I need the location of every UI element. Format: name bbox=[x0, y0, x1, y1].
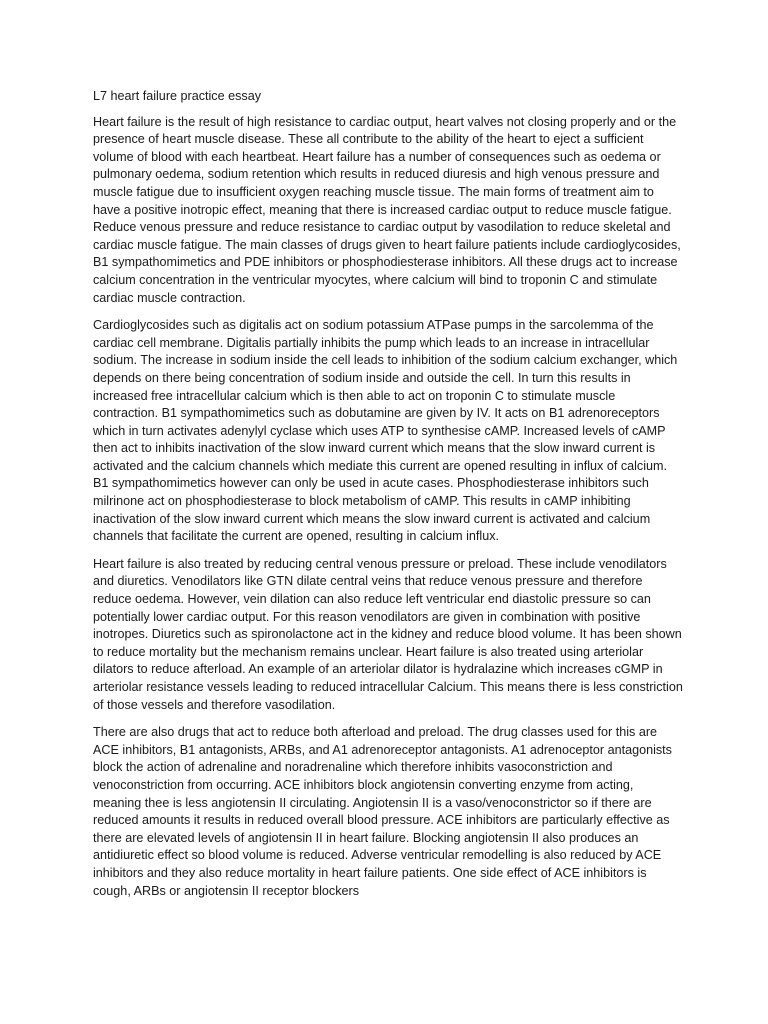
paragraph-2: Cardioglycosides such as digitalis act on sodium potassium ATPase pumps in the sarcolemma of the cardiac cell membrane. Digitalis partially inhibits the pump which leads to an increase in intracellular sodium. The increase in sodium inside the cell leads to inhibition of the sodium calcium exchanger, which depends on there being concentration of sodium inside and outside the cell. In turn this results in increased free intracellular calcium which is then able to act on troponin C to stimulate muscle contraction. B1 sympathomimetics such as dobutamine are given by IV. It acts on B1 adrenoreceptors which in turn activates adenylyl cyclase which uses ATP to synthesise cAMP. Increased levels of cAMP then act to inhibits inactivation of the slow inward current which means that the slow inward current is activated and the calcium channels which mediate this current are opened resulting in influx of calcium. B1 sympathomimetics however can only be used in acute cases. Phosphodiesterase inhibitors such milrinone act on phosphodiesterase to block metabolism of cAMP. This results in cAMP inhibiting inactivation of the slow inward current which means the slow inward current is activated and calcium channels that facilitate the current are opened, resulting in calcium influx. bbox=[93, 318, 678, 544]
document-body bbox=[93, 88, 683, 910]
paragraph-1: Heart failure is the result of high resistance to cardiac output, heart valves not closing properly and or the presence of heart muscle disease. These all contribute to the ability of the heart to eject a sufficient volume of blood with each heartbeat. Heart failure has a number of consequences such as oedema or pulmonary oedema, sodium retention which results in reduced diuresis and high venous pressure and muscle fatigue due to insufficient oxygen reaching muscle tissue. The main forms of treatment aim to have a positive inotropic effect, meaning that there is increased cardiac output to reduce muscle fatigue. Reduce venous pressure and reduce resistance to cardiac output by vasodilation to reduce skeletal and cardiac muscle fatigue. The main classes of drugs given to heart failure patients include cardioglycosides, B1 sympathomimetics and PDE inhibitors or phosphodiesterase inhibitors. All these drugs act to increase calcium concentration in the ventricular myocytes, where calcium will bind to troponin C and stimulate cardiac muscle contraction. bbox=[93, 114, 681, 305]
document-title: L7 heart failure practice essay bbox=[93, 89, 262, 103]
paragraph-4: There are also drugs that act to reduce both afterload and preload. The drug classes used for this are ACE inhibitors, B1 antagonists, ARBs, and A1 adrenoreceptor antagonists. A1 adrenoceptor antagonists block the action of adrenaline and noradrenaline which therefore inhibits vasoconstriction and venoconstriction from occurring. ACE inhibitors block angiotensin converting enzyme from acting, meaning thee is less angiotensin II circulating. Angiotensin II is a vaso/venoconstrictor so if there are reduced amounts it results in reduced overall blood pressure. ACE inhibitors are particularly effective as there are elevated levels of angiotensin II in heart failure. Blocking angiotensin II also produces an antidiuretic effect so blood volume is reduced. Adverse ventricular remodelling is also reduced by ACE inhibitors and they also reduce mortality in heart failure patients. One side effect of ACE inhibitors is cough, ARBs or angiotensin II receptor blockers bbox=[93, 725, 672, 898]
paragraph-3: Heart failure is also treated by reducing central venous pressure or preload. These include venodilators and diuretics. Venodilators like GTN dilate central veins that reduce venous pressure and therefore reduce oedema. However, vein dilation can also reduce left ventricular end diastolic pressure so can potentially lower cardiac output. For this reason venodilators are given in combination with positive inotropes. Diuretics such as spironolactone act in the kidney and reduce blood volume. It has been shown to reduce mortality but the mechanism remains unclear. Heart failure is also treated using arteriolar dilators to reduce afterload. An example of an arteriolar dilator is hydralazine which increases cGMP in arteriolar resistance vessels leading to reduced intracellular Calcium. This means there is less constriction of those vessels and therefore vasodilation. bbox=[93, 556, 683, 712]
